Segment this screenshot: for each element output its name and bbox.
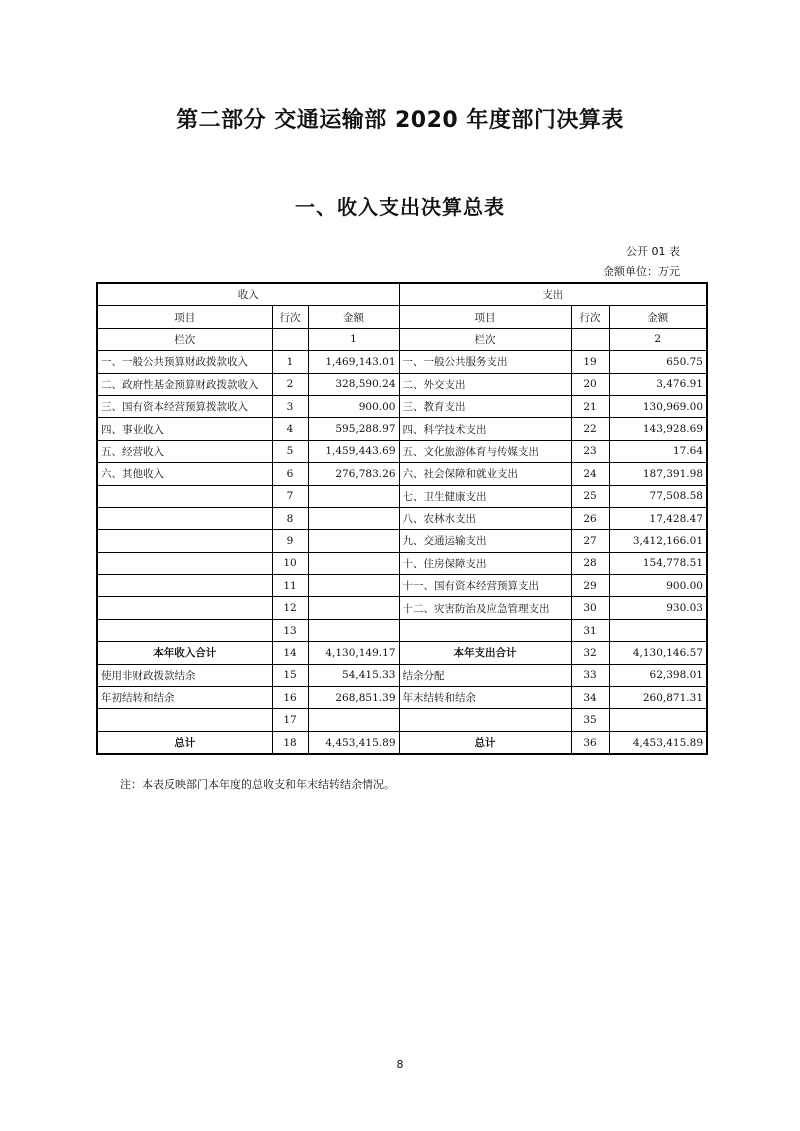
expense-row-no: 31	[571, 619, 609, 641]
income-item: 总计	[97, 731, 272, 754]
part-title: 第二部分 交通运输部 2020 年度部门决算表	[176, 108, 624, 133]
income-label-cell: 栏次	[97, 328, 272, 350]
table-row	[97, 709, 707, 731]
expense-amount: 3,412,166.01	[609, 530, 707, 552]
income-row-no: 5	[272, 440, 308, 462]
income-amount	[308, 709, 399, 731]
expense-amount: 900.00	[609, 575, 707, 597]
expense-row-no: 34	[571, 687, 609, 709]
expense-row-no: 28	[571, 552, 609, 574]
table-row	[97, 642, 707, 664]
table-row	[97, 440, 707, 462]
income-amount	[308, 619, 399, 641]
income-row-no: 7	[272, 485, 308, 507]
table-row	[97, 619, 707, 641]
table-row	[97, 530, 707, 552]
income-row-no: 1	[272, 351, 308, 373]
expense-row-no: 19	[571, 351, 609, 373]
expense-amount	[609, 709, 707, 731]
expense-row-no: 35	[571, 709, 609, 731]
column-number-row	[97, 328, 707, 350]
table-row	[97, 351, 707, 373]
expense-label-blank	[571, 328, 609, 350]
section-header-row	[97, 283, 707, 306]
income-item	[97, 575, 272, 597]
expense-row-no-header: 行次	[571, 306, 609, 328]
expense-amount	[609, 619, 707, 641]
income-amount	[308, 552, 399, 574]
income-row-no: 14	[272, 642, 308, 664]
expense-item: 一、一般公共服务支出	[399, 351, 571, 373]
expense-amount: 930.03	[609, 597, 707, 619]
table-row	[97, 373, 707, 395]
expense-row-no: 20	[571, 373, 609, 395]
table-row	[97, 395, 707, 417]
expense-item: 十一、国有资本经营预算支出	[399, 575, 571, 597]
income-row-no-header: 行次	[272, 306, 308, 328]
income-amount	[308, 575, 399, 597]
income-row-no: 13	[272, 619, 308, 641]
income-row-no: 9	[272, 530, 308, 552]
expense-header: 支出	[399, 283, 707, 306]
income-amount: 900.00	[308, 395, 399, 417]
expense-amount: 260,871.31	[609, 687, 707, 709]
income-row-no: 3	[272, 395, 308, 417]
expense-item: 十二、灾害防治及应急管理支出	[399, 597, 571, 619]
page-number: 8	[396, 1058, 404, 1071]
expense-row-no: 27	[571, 530, 609, 552]
expense-label-cell: 栏次	[399, 328, 571, 350]
income-amount	[308, 597, 399, 619]
income-label-blank	[272, 328, 308, 350]
expense-column-number: 2	[609, 328, 707, 350]
expense-item: 五、文化旅游体育与传媒支出	[399, 440, 571, 462]
expense-item-header: 项目	[399, 306, 571, 328]
income-row-no: 18	[272, 731, 308, 754]
expense-row-no: 22	[571, 418, 609, 440]
income-row-no: 12	[272, 597, 308, 619]
expense-amount: 3,476.91	[609, 373, 707, 395]
income-amount	[308, 530, 399, 552]
income-row-no: 17	[272, 709, 308, 731]
table-row	[97, 575, 707, 597]
table-row	[97, 731, 707, 754]
table-number: 公开 01 表	[626, 245, 680, 258]
expense-row-no: 30	[571, 597, 609, 619]
income-amount	[308, 507, 399, 529]
income-item	[97, 597, 272, 619]
expense-item: 四、科学技术支出	[399, 418, 571, 440]
income-amount: 595,288.97	[308, 418, 399, 440]
income-column-number: 1	[308, 328, 399, 350]
table-title: 一、收入支出决算总表	[295, 195, 505, 219]
income-item	[97, 709, 272, 731]
income-row-no: 10	[272, 552, 308, 574]
income-row-no: 15	[272, 664, 308, 686]
expense-amount: 187,391.98	[609, 463, 707, 485]
income-amount-header: 金额	[308, 306, 399, 328]
table-row	[97, 418, 707, 440]
income-amount	[308, 485, 399, 507]
income-item: 年初结转和结余	[97, 687, 272, 709]
income-amount: 54,415.33	[308, 664, 399, 686]
expense-item: 十、住房保障支出	[399, 552, 571, 574]
expense-amount: 62,398.01	[609, 664, 707, 686]
expense-amount: 143,928.69	[609, 418, 707, 440]
income-item: 五、经营收入	[97, 440, 272, 462]
expense-item: 结余分配	[399, 664, 571, 686]
income-row-no: 2	[272, 373, 308, 395]
income-amount: 4,453,415.89	[308, 731, 399, 754]
table-row	[97, 664, 707, 686]
expense-amount: 154,778.51	[609, 552, 707, 574]
income-header: 收入	[97, 283, 399, 306]
expense-row-no: 25	[571, 485, 609, 507]
expense-item: 总计	[399, 731, 571, 754]
income-row-no: 16	[272, 687, 308, 709]
expense-item	[399, 709, 571, 731]
expense-row-no: 33	[571, 664, 609, 686]
expense-item: 二、外交支出	[399, 373, 571, 395]
expense-item: 三、教育支出	[399, 395, 571, 417]
income-item: 四、事业收入	[97, 418, 272, 440]
expense-amount: 130,969.00	[609, 395, 707, 417]
expense-amount: 77,508.58	[609, 485, 707, 507]
amount-unit: 金额单位：万元	[603, 265, 680, 278]
expense-row-no: 21	[571, 395, 609, 417]
table-row	[97, 507, 707, 529]
income-amount: 1,459,443.69	[308, 440, 399, 462]
expense-item: 七、卫生健康支出	[399, 485, 571, 507]
expense-amount: 4,453,415.89	[609, 731, 707, 754]
income-row-no: 6	[272, 463, 308, 485]
expense-row-no: 26	[571, 507, 609, 529]
expense-row-no: 29	[571, 575, 609, 597]
income-row-no: 8	[272, 507, 308, 529]
income-amount: 328,590.24	[308, 373, 399, 395]
table-row	[97, 687, 707, 709]
expense-item: 八、农林水支出	[399, 507, 571, 529]
income-amount: 268,851.39	[308, 687, 399, 709]
expense-item: 六、社会保障和就业支出	[399, 463, 571, 485]
income-amount: 1,469,143.01	[308, 351, 399, 373]
table-row	[97, 597, 707, 619]
expense-amount-header: 金额	[609, 306, 707, 328]
income-item: 三、国有资本经营预算拨款收入	[97, 395, 272, 417]
expense-amount: 4,130,146.57	[609, 642, 707, 664]
income-amount: 4,130,149.17	[308, 642, 399, 664]
income-item	[97, 619, 272, 641]
table-row	[97, 552, 707, 574]
expense-amount: 650.75	[609, 351, 707, 373]
income-item-header: 项目	[97, 306, 272, 328]
expense-row-no: 32	[571, 642, 609, 664]
column-header-row	[97, 306, 707, 328]
expense-row-no: 23	[571, 440, 609, 462]
income-item	[97, 552, 272, 574]
expense-item: 本年支出合计	[399, 642, 571, 664]
income-item: 一、一般公共预算财政拨款收入	[97, 351, 272, 373]
income-item	[97, 507, 272, 529]
expense-row-no: 24	[571, 463, 609, 485]
income-item: 本年收入合计	[97, 642, 272, 664]
income-amount: 276,783.26	[308, 463, 399, 485]
expense-row-no: 36	[571, 731, 609, 754]
income-item: 使用非财政拨款结余	[97, 664, 272, 686]
income-item: 六、其他收入	[97, 463, 272, 485]
expense-item: 年末结转和结余	[399, 687, 571, 709]
income-item: 二、政府性基金预算财政拨款收入	[97, 373, 272, 395]
table-row	[97, 485, 707, 507]
table-row	[97, 463, 707, 485]
income-item	[97, 485, 272, 507]
table-note: 注：本表反映部门本年度的总收支和年末结转结余情况。	[120, 778, 395, 791]
expense-item	[399, 619, 571, 641]
expense-item: 九、交通运输支出	[399, 530, 571, 552]
expense-amount: 17,428.47	[609, 507, 707, 529]
income-item	[97, 530, 272, 552]
income-expense-table	[96, 282, 708, 755]
income-row-no: 4	[272, 418, 308, 440]
income-row-no: 11	[272, 575, 308, 597]
expense-amount: 17.64	[609, 440, 707, 462]
